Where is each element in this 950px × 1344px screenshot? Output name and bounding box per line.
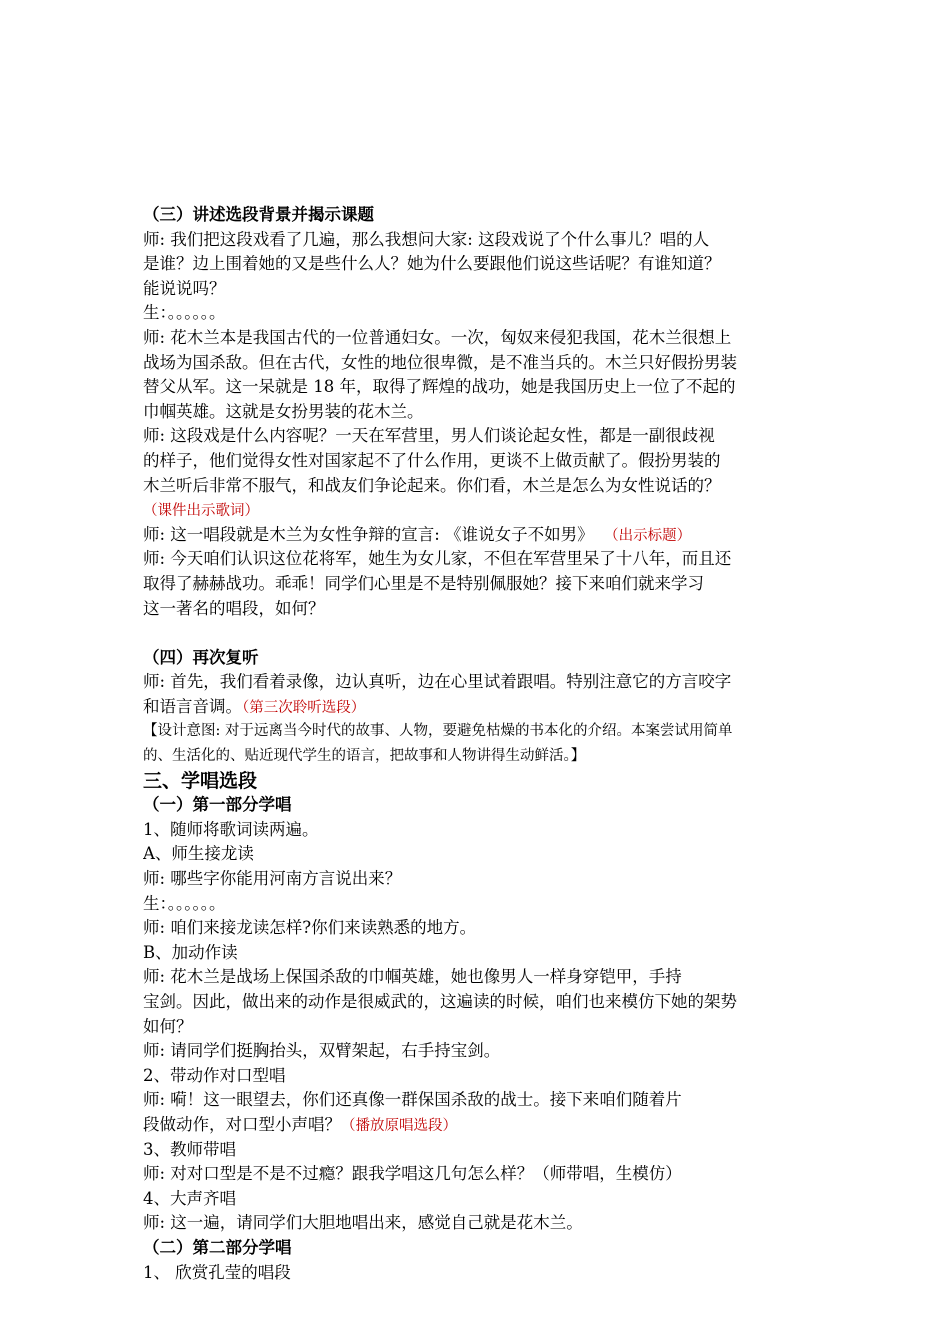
paragraph-line: 宝剑。因此，做出来的动作是很威武的，这遍读的时候，咱们也来模仿下她的架势 (143, 992, 737, 1011)
subsection-heading: （一）第一部分学唱 (143, 795, 292, 815)
paragraph-line: 的样子，他们觉得女性对国家起不了什么作用，更谈不上做贡献了。假扮男装的 (143, 450, 721, 470)
paragraph-line: 师: 这段戏是什么内容呢？一天在军营里，男人们谈论起女性，都是一副很歧视 (143, 426, 715, 446)
paragraph-line: 师: 这一遍，请同学们大胆地唱出来，感觉自己就是花木兰。 (143, 1213, 583, 1233)
paragraph-line: 取得了赫赫战功。乖乖！同学们心里是不是特别佩服她？接下来咱们就来学习 (143, 573, 704, 593)
paragraph-line: 师: 今天咱们认识这位花将军，她生为女儿家，不但在军营里呆了十八年，而且还 (143, 549, 732, 569)
stage-note: （课件出示歌词） (143, 503, 259, 520)
line-text: 师: 这一唱段就是木兰为女性争辩的宣言: 《谁说女子不如男》 (143, 524, 594, 544)
paragraph-line (143, 498, 813, 523)
section-heading: （四）再次复听 (143, 647, 259, 667)
paragraph-line (143, 695, 813, 720)
paragraph-line: 4、大声齐唱 (143, 1188, 236, 1208)
subsection-heading: （二）第二部分学唱 (143, 1237, 292, 1257)
paragraph-line: 是谁？边上围着她的又是些什么人？她为什么要跟他们说这些话呢？有谁知道？ (143, 254, 721, 274)
paragraph-line: 1、 欣赏孔莹的唱段 (143, 1262, 291, 1282)
paragraph-line: 替父从军。这一呆就是 18 年，取得了辉煌的战功，她是我国历史上一位了不起的 (143, 377, 736, 397)
paragraph-line: 师: 嗬！这一眼望去，你们还真像一群保国杀敌的战士。接下来咱们随着片 (143, 1090, 682, 1110)
section-heading: （三）讲述选段背景并揭示课题 (143, 205, 374, 224)
design-intent-line: 的、生活化的、贴近现代学生的语言，把故事和人物讲得生动鲜活。】 (143, 748, 586, 765)
paragraph-line: 师: 我们把这段戏看了几遍，那么我想问大家: 这段戏说了个什么事儿？唱的人 (143, 229, 710, 249)
stage-note: （出示标题） (604, 527, 692, 544)
paragraph-line: 2、带动作对口型唱 (143, 1065, 286, 1085)
paragraph-line: 师: 首先，我们看着录像，边认真听，边在心里试着跟唱。特别注意它的方言咬字 (143, 672, 732, 692)
paragraph-line (143, 1113, 813, 1138)
design-intent-line: 【设计意图: 对于远离当今时代的故事、人物，要避免枯燥的书本化的介绍。本案尝试用简单 (143, 723, 733, 740)
paragraph-line: 师: 哪些字你能用河南方言说出来？ (143, 869, 402, 889)
paragraph-line: 生：。。。。。。 (143, 893, 226, 913)
paragraph-line: 巾帼英雄。这就是女扮男装的花木兰。 (143, 401, 424, 421)
document-page (143, 203, 813, 1285)
part-heading: 三、学唱选段 (143, 769, 258, 792)
paragraph-line: 战场为国杀敌。但在古代，女性的地位很卑微，是不准当兵的。木兰只好假扮男装 (143, 352, 737, 372)
line-text: 段做动作，对口型小声唱？ (143, 1114, 341, 1134)
paragraph-line: 师: 对对口型是不是不过瘾？跟我学唱这几句怎么样？（师带唱，生模仿） (143, 1164, 682, 1184)
paragraph-line (143, 523, 813, 548)
paragraph-line: 生：。。。。。。 (143, 303, 226, 323)
paragraph-line: 师: 咱们来接龙读怎样?你们来读熟悉的地方。 (143, 918, 477, 938)
blank-line (143, 621, 813, 646)
paragraph-line: 1、随师将歌词读两遍。 (143, 819, 319, 839)
paragraph-line: A、师生接龙读 (143, 844, 254, 864)
stage-note: （播放原唱选段） (341, 1117, 457, 1134)
paragraph-line: 3、教师带唱 (143, 1139, 236, 1159)
paragraph-line: 这一著名的唱段，如何？ (143, 598, 325, 618)
paragraph-line: 师: 花木兰是战场上保国杀敌的巾帼英雄，她也像男人一样身穿铠甲，手持 (143, 967, 682, 987)
paragraph-line: 如何？ (143, 1016, 193, 1036)
paragraph-line: 师: 请同学们挺胸抬头，双臂架起，右手持宝剑。 (143, 1041, 501, 1061)
paragraph-line: 师: 花木兰本是我国古代的一位普通妇女。一次，匈奴来侵犯我国，花木兰很想上 (143, 327, 732, 347)
paragraph-line: B、加动作读 (143, 942, 238, 962)
stage-note: （第三次聆听选段） (242, 699, 366, 716)
paragraph-line: 能说说吗？ (143, 278, 226, 298)
paragraph-line: 木兰听后非常不服气，和战友们争论起来。你们看，木兰是怎么为女性说话的？ (143, 475, 721, 495)
line-text: 和语言音调。 (143, 696, 242, 716)
